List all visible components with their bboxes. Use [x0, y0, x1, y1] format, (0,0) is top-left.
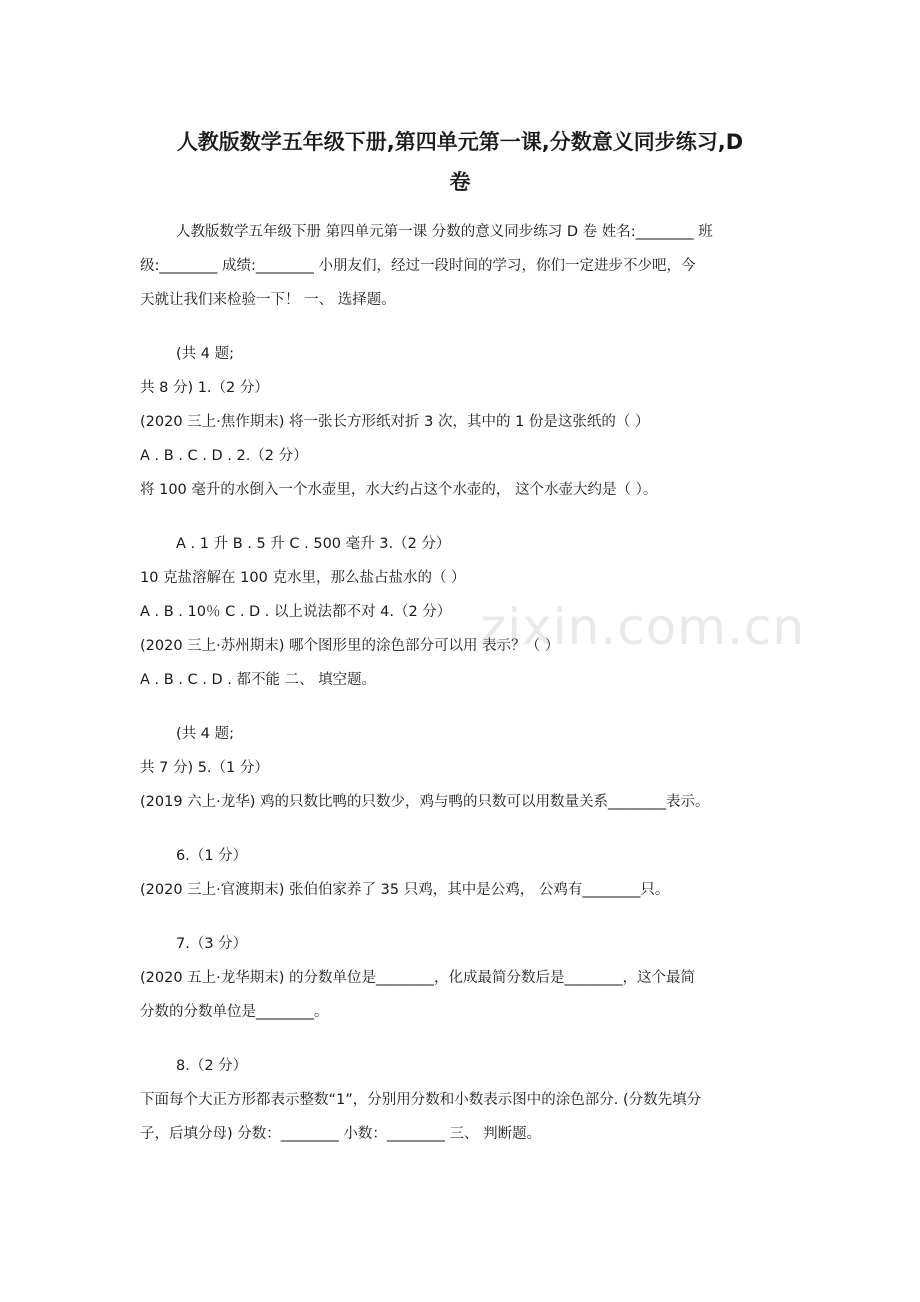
question-4-text: (2020 三上·苏州期末) 哪个图形里的涂色部分可以用 表示？（ ）	[140, 638, 560, 654]
question-8-number: 8.（2 分）	[176, 1058, 248, 1074]
question-3-options: A . B . 10％ C . D . 以上说法都不对 4.（2 分）	[140, 604, 452, 620]
question-5-text: (2019 六上·龙华) 鸡的只数比鸭的只数少，鸡与鸭的只数可以用数量关系________表示。	[140, 794, 710, 810]
intro-line-1: 人教版数学五年级下册 第四单元第一课 分数的意义同步练习 D 卷 姓名:________ 班	[176, 224, 713, 240]
question-8-text-1: 下面每个大正方形都表示整数“1”，分别用分数和小数表示图中的涂色部分. (分数先填分	[140, 1092, 702, 1108]
watermark: zixin.com.cn	[480, 598, 806, 656]
question-6-number: 6.（1 分）	[176, 848, 248, 864]
title-line-1: 人教版数学五年级下册,第四单元第一课,分数意义同步练习,D	[176, 130, 744, 154]
question-1-options: A . B . C . D . 2.（2 分）	[140, 448, 308, 464]
section-2-header: (共 4 题;	[176, 726, 234, 742]
question-2-options: A . 1 升 B . 5 升 C . 500 毫升 3.（2 分）	[176, 536, 451, 552]
question-8-text-2: 子，后填分母) 分数：________ 小数：________ 三、 判断题。	[140, 1126, 542, 1142]
question-4-options: A . B . C . D . 都不能 二、 填空题。	[140, 672, 377, 688]
section-1-header: (共 4 题;	[176, 346, 234, 362]
question-7-number: 7.（3 分）	[176, 936, 248, 952]
question-1-number: 共 8 分) 1.（2 分）	[140, 380, 269, 396]
question-7-text-1: (2020 五上·龙华期末) 的分数单位是________，化成最简分数后是________，这个最简	[140, 970, 696, 986]
question-3-text: 10 克盐溶解在 100 克水里，那么盐占盐水的（ ）	[140, 570, 466, 586]
title-line-2: 卷	[449, 170, 471, 194]
question-2-text: 将 100 毫升的水倒入一个水壶里，水大约占这个水壶的， 这个水壶大约是（ ）。	[140, 482, 658, 498]
intro-line-2: 级:________ 成绩:________ 小朋友们，经过一段时间的学习，你们一定进步不少吧，今	[140, 258, 696, 274]
question-1-text: (2020 三上·焦作期末) 将一张长方形纸对折 3 次，其中的 1 份是这张纸的（ ）	[140, 414, 650, 430]
question-5-number: 共 7 分) 5.（1 分）	[140, 760, 269, 776]
document-title	[140, 122, 780, 202]
question-7-text-2: 分数的分数单位是________。	[140, 1004, 329, 1020]
intro-line-3: 天就让我们来检验一下！ 一、 选择题。	[140, 292, 396, 308]
question-6-text: (2020 三上·官渡期末) 张伯伯家养了 35 只鸡，其中是公鸡， 公鸡有________只。	[140, 882, 670, 898]
